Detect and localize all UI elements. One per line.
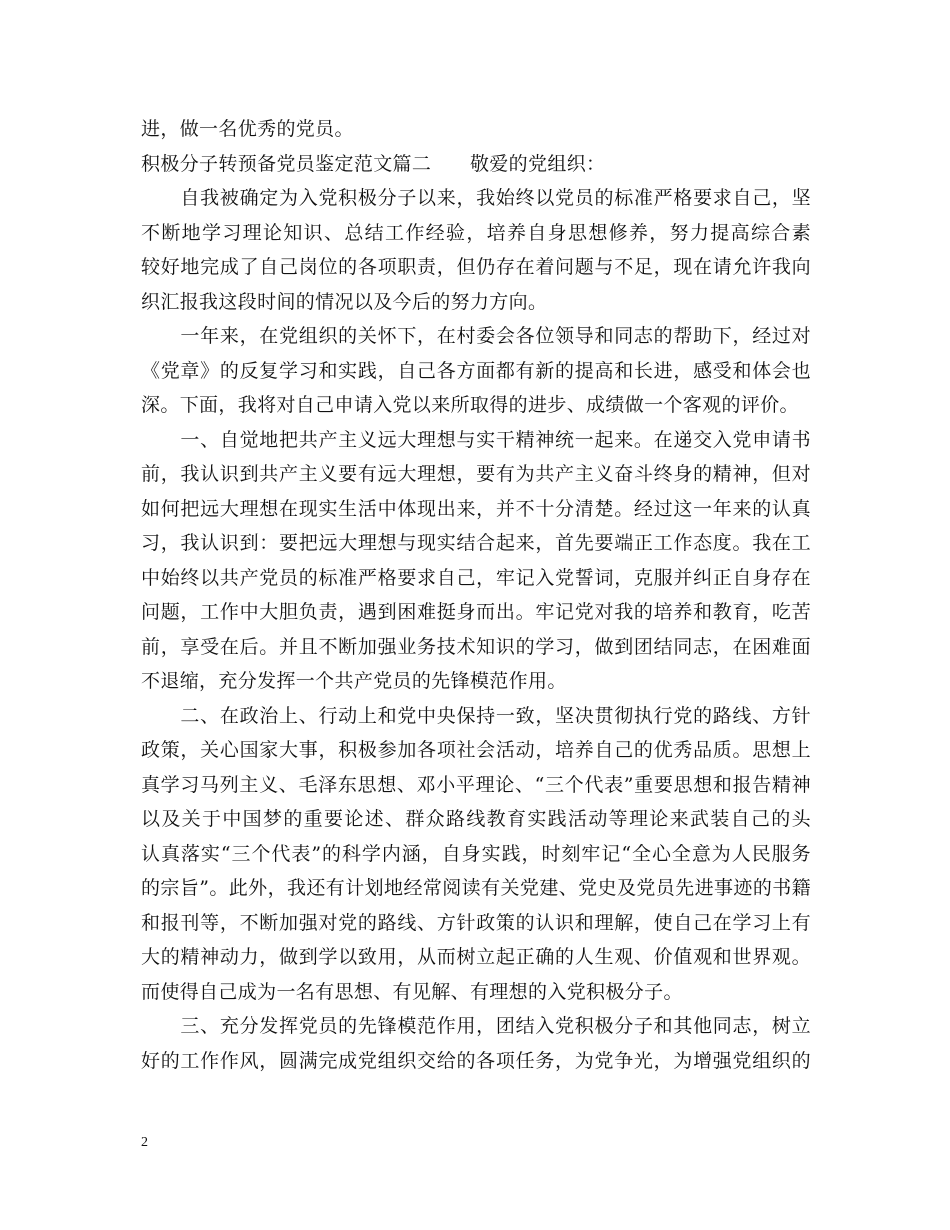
text-line: 大的精神动力，做到学以致用，从而树立起正确的人生观、价值观和世界观。 [141,946,811,968]
text-line: 前，享受在后。并且不断加强业务技术知识的学习，做到团结同志，在困难面 [141,635,811,658]
text-line: 的宗旨”。此外，我还有计划地经常阅读有关党建、党史及党员先进事迹的书籍 [141,877,811,899]
text-line: 前，我认识到共产主义要有远大理想，要有为共产主义奋斗终身的精神，但对 [141,463,811,485]
page-number: 2 [141,1135,148,1150]
text-line: 以及关于中国梦的重要论述、群众路线教育实践活动等理论来武装自己的头 [141,808,811,830]
text-line: 如何把远大理想在现实生活中体现出来，并不十分清楚。经过这一年来的认真 [141,497,811,520]
text-line: 进，做一名优秀的党员。 [141,118,354,140]
text-line: 好的工作作风，圆满完成党组织交给的各项任务，为党争光，为增强党组织的 [141,1049,811,1072]
text-line: 习，我认识到：要把远大理想与现实结合起来，首先要端正工作态度。我在工 [141,532,811,554]
text-line: 一年来，在党组织的关怀下，在村委会各位领导和同志的帮助下，经过对 [141,325,811,347]
text-line: 自我被确定为入党积极分子以来，我始终以党员的标准严格要求自己，坚 [180,187,811,209]
document-body [141,112,811,1078]
text-line: 政策，关心国家大事，积极参加各项社会活动，培养自己的优秀品质。思想上 [141,739,811,761]
text-line: 深。下面，我将对自己申请入党以来所取得的进步、成绩做一个客观的评价。 [141,394,799,416]
text-line: 织汇报我这段时间的情况以及今后的努力方向。 [141,290,548,313]
text-line: 不退缩，充分发挥一个共产党员的先锋模范作用。 [141,670,567,692]
text-line: 三、充分发挥党员的先锋模范作用，团结入党积极分子和其他同志，树立 [180,1015,811,1037]
text-line: 和报刊等，不断加强对党的路线、方针政策的认识和理解，使自己在学习上有 [141,911,811,934]
text-line: 真学习马列主义、毛泽东思想、邓小平理论、“三个代表”重要思想和报告精神 [141,773,811,796]
text-line: 二、在政治上、行动上和党中央保持一致，坚决贯彻执行党的路线、方针 [180,704,811,727]
text-line: 问题，工作中大胆负责，遇到困难挺身而出。牢记党对我的培养和教育，吃苦 [141,601,811,623]
text-line: 不断地学习理论知识、总结工作经验，培养自身思想修养，努力提高综合素 [141,221,811,244]
text-line: 一、自觉地把共产主义远大理想与实干精神统一起来。在递交入党申请书 [180,428,811,451]
text-line: 而使得自己成为一名有思想、有见解、有理想的入党积极分子。 [141,980,683,1003]
text-line: 《党章》的反复学习和实践，自己各方面都有新的提高和长进，感受和体会也 [141,359,811,382]
section-heading: 积极分子转预备党员鉴定范文篇二 敬爱的党组织： [141,152,606,175]
text-line: 中始终以共产党员的标准严格要求自己，牢记入党誓词，克服并纠正自身存在 [141,566,811,589]
text-line: 较好地完成了自己岗位的各项职责，但仍存在着问题与不足，现在请允许我向 [141,256,811,278]
text-line: 认真落实“三个代表”的科学内涵，自身实践，时刻牢记“全心全意为人民服务 [141,842,811,865]
